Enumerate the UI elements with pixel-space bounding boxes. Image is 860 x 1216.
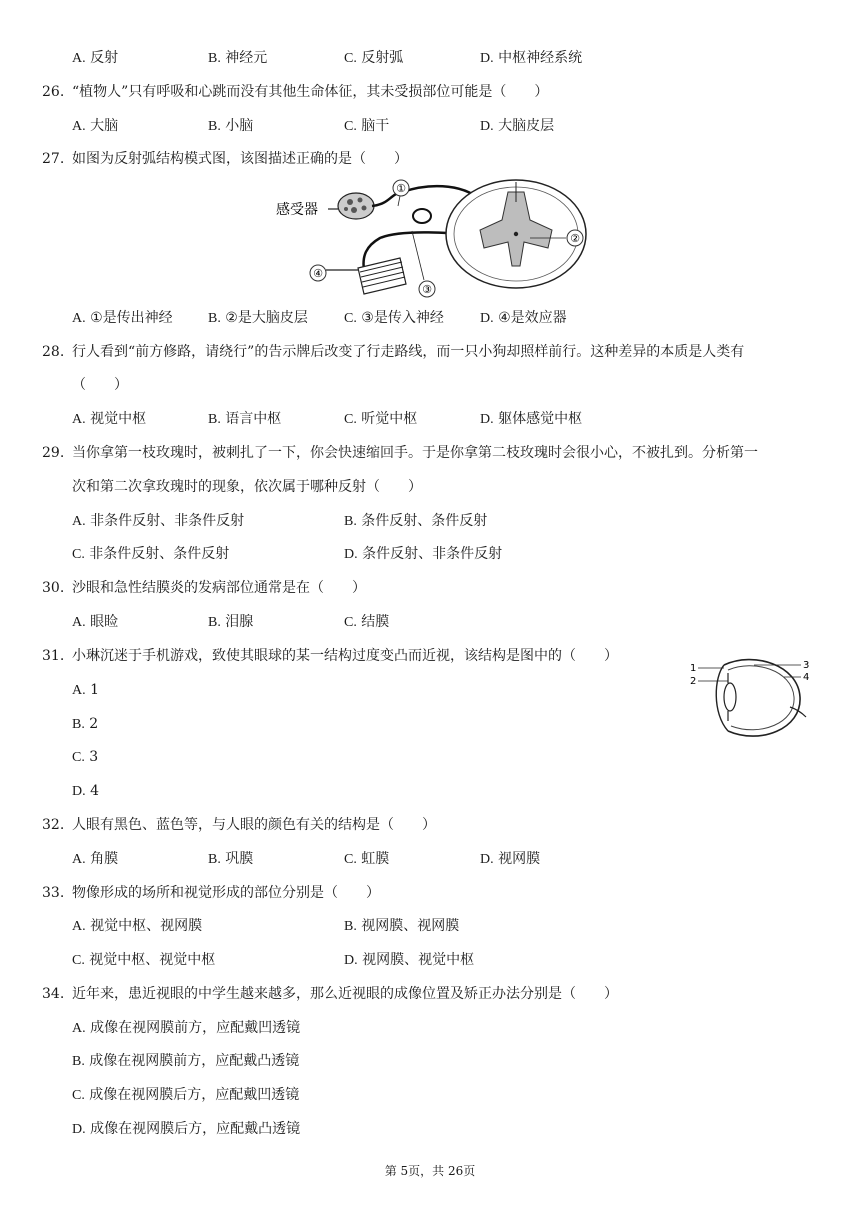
option-c: C. 非条件反射、条件反射: [72, 546, 230, 562]
option-a: A. 视觉中枢、视网膜: [72, 918, 203, 934]
option-b: B. 神经元: [208, 50, 268, 66]
option-a: A. ①是传出神经: [72, 310, 173, 326]
q33-options-row2: [0, 949, 860, 971]
option-a: A. 反射: [72, 50, 119, 66]
reflex-arc-figure: [272, 176, 592, 304]
question-text: 近年来，患近视眼的中学生越来越多，那么近视眼的成像位置及矫正办法分别是（ ）: [72, 986, 618, 1002]
option-b: B. 视网膜、视网膜: [344, 918, 460, 934]
q34-option-d: D. 成像在视网膜后方，应配戴凸透镜: [72, 1121, 301, 1137]
q28-options: [0, 408, 860, 430]
question-text: 沙眼和急性结膜炎的发病部位通常是在（ ）: [72, 580, 366, 596]
question-number: 30.: [42, 580, 65, 596]
option-d: D. 大脑皮层: [480, 118, 555, 134]
answer-blank: （ ）: [72, 377, 128, 393]
question-28: [0, 341, 860, 363]
question-text: “植物人”只有呼吸和心跳而没有其他生命体征，其未受损部位可能是（ ）: [72, 84, 549, 100]
q34-option-b: B. 成像在视网膜前方，应配戴凸透镜: [72, 1053, 300, 1069]
svg-text:3: 3: [803, 660, 810, 671]
option-b: B. 语言中枢: [208, 411, 282, 427]
option-d: D. 视网膜、视觉中枢: [344, 952, 475, 968]
question-text: 如图为反射弧结构模式图，该图描述正确的是（ ）: [72, 151, 408, 167]
question-number: 29.: [42, 445, 65, 461]
option-b: B. 泪腺: [208, 614, 254, 630]
svg-text:③: ③: [422, 283, 432, 296]
svg-text:①: ①: [396, 182, 406, 195]
question-number: 27.: [42, 151, 65, 167]
svg-text:②: ②: [570, 232, 580, 245]
page-footer: 第 5页，共 26页: [384, 1164, 476, 1178]
q31-option-b: B. 2: [72, 716, 99, 732]
question-text: 当你拿第一枝玫瑰时，被刺扎了一下，你会快速缩回手。于是你拿第二枝玫瑰时会很小心，不被扎到。分析第一: [72, 445, 758, 461]
q29-options-row1: [0, 510, 860, 532]
effector-muscle: [358, 258, 406, 294]
q32-options: [0, 848, 860, 870]
question-29-cont: [0, 476, 860, 498]
question-29: [0, 442, 860, 464]
svg-text:④: ④: [313, 267, 323, 280]
question-text: 物像形成的场所和视觉形成的部位分别是（ ）: [72, 885, 380, 901]
option-c: C. 反射弧: [344, 50, 404, 66]
option-a: A. 眼睑: [72, 614, 119, 630]
option-a: A. 视觉中枢: [72, 411, 147, 427]
option-b: B. 巩膜: [208, 851, 254, 867]
option-b: B. 小脑: [208, 118, 254, 134]
q30-options: [0, 611, 860, 633]
question-34: [0, 983, 860, 1005]
question-30: [0, 577, 860, 599]
question-text: 小琳沉迷于手机游戏，致使其眼球的某一结构过度变凸而近视，该结构是图中的（ ）: [72, 648, 618, 664]
option-d: D. 条件反射、非条件反射: [344, 546, 503, 562]
question-number: 32.: [42, 817, 65, 833]
q31-option-d: D. 4: [72, 783, 99, 799]
option-b: B. 条件反射、条件反射: [344, 513, 488, 529]
q29-options-row2: [0, 543, 860, 565]
question-text: 人眼有黑色、蓝色等，与人眼的颜色有关的结构是（ ）: [72, 817, 436, 833]
q25-options: [0, 47, 860, 69]
question-number: 26.: [42, 84, 65, 100]
option-b: B. ②是大脑皮层: [208, 310, 308, 326]
question-number: 33.: [42, 885, 65, 901]
option-a: A. 非条件反射、非条件反射: [72, 513, 245, 529]
receptor-label: 感受器: [276, 202, 318, 218]
option-c: C. ③是传入神经: [344, 310, 444, 326]
q34-option-a: A. 成像在视网膜前方，应配戴凹透镜: [72, 1020, 301, 1036]
spinal-cord: [446, 180, 586, 288]
svg-text:1: 1: [690, 663, 697, 674]
svg-text:2: 2: [690, 676, 697, 687]
question-number: 31.: [42, 648, 65, 664]
option-c: C. 虹膜: [344, 851, 390, 867]
option-c: C. 结膜: [344, 614, 390, 630]
option-c: C. 听觉中枢: [344, 411, 418, 427]
option-c: C. 脑干: [344, 118, 390, 134]
receptor-blob: [338, 193, 374, 219]
option-c: C. 视觉中枢、视觉中枢: [72, 952, 216, 968]
option-d: D. 躯体感觉中枢: [480, 411, 583, 427]
option-a: A. 大脑: [72, 118, 119, 134]
q27-options: [0, 307, 860, 329]
question-27: [0, 148, 860, 170]
q31-option-a: A. 1: [72, 682, 99, 698]
question-26: [0, 81, 860, 103]
q34-option-c: C. 成像在视网膜后方，应配戴凹透镜: [72, 1087, 300, 1103]
svg-text:4: 4: [803, 672, 810, 683]
option-d: D. ④是效应器: [480, 310, 567, 326]
q31-option-c: C. 3: [72, 749, 99, 765]
question-number: 28.: [42, 344, 65, 360]
question-text: 次和第二次拿玫瑰时的现象，依次属于哪种反射（ ）: [72, 479, 422, 495]
q26-options: [0, 115, 860, 137]
q33-options-row1: [0, 915, 860, 937]
question-33: [0, 882, 860, 904]
question-28-cont: [0, 374, 860, 396]
option-d: D. 中枢神经系统: [480, 50, 583, 66]
question-32: [0, 814, 860, 836]
question-number: 34.: [42, 986, 65, 1002]
option-a: A. 角膜: [72, 851, 119, 867]
question-text: 行人看到“前方修路，请绕行”的告示牌后改变了行走路线，而一只小狗却照样前行。这种差异的本质是人类有: [72, 344, 745, 360]
ganglion: [413, 209, 431, 223]
option-d: D. 视网膜: [480, 851, 541, 867]
